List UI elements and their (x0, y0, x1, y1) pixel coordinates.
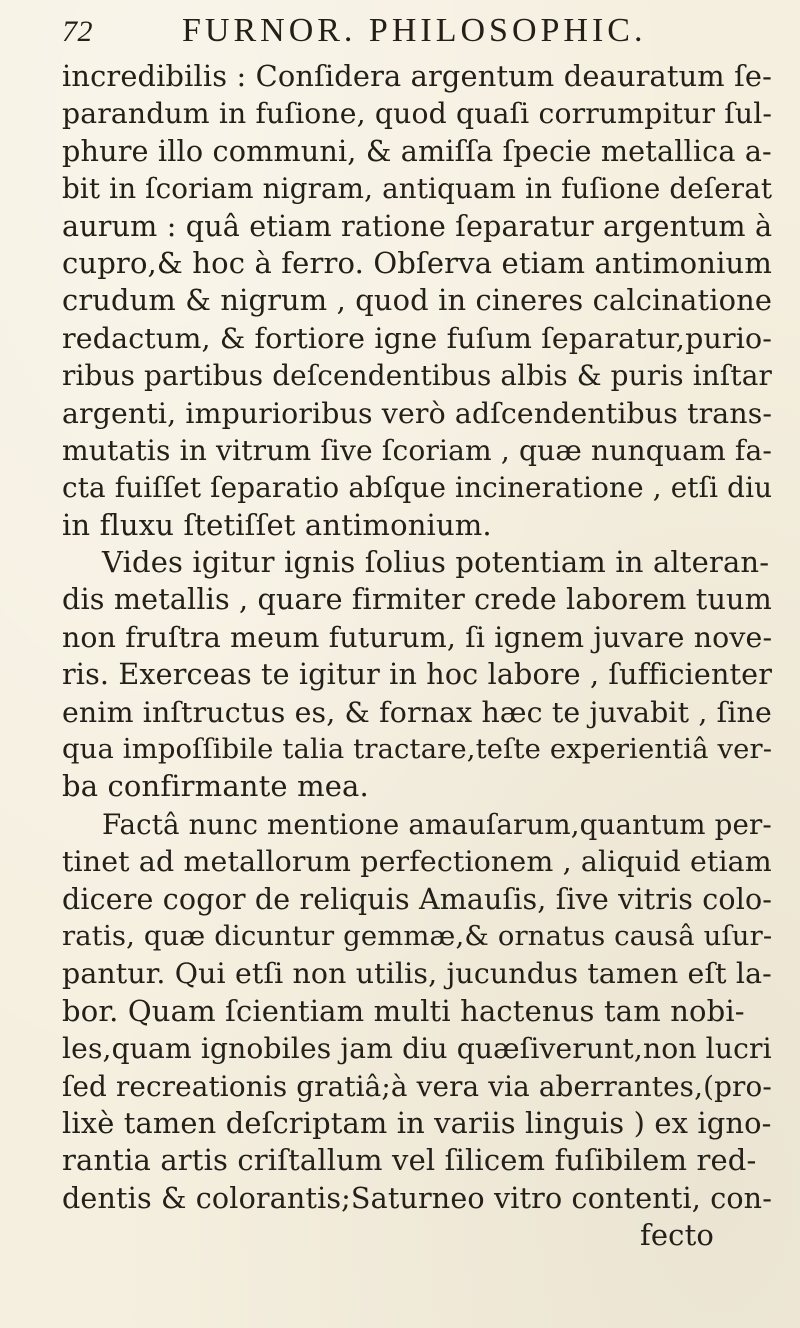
paragraph-start-line: Vides igitur ignis ſolius potentiam in alteran- (102, 545, 770, 580)
text-line: rantia artis criſtallum vel ſilicem fuſibilem red- (62, 1143, 757, 1178)
text-line: lixè tamen deſcriptam in variis linguis ) ex igno- (62, 1105, 772, 1140)
text-line: incredibilis : Conſidera argentum deauratum ſe- (62, 59, 773, 93)
text-line: dicere cogor de reliquis Amauſis, ſive vitris colo- (62, 882, 773, 916)
text-line: crudum & nigrum , quod in cineres calcinatione (62, 283, 773, 318)
text-line: ratis, quæ dicuntur gemmæ,& ornatus causâ uſur- (62, 920, 773, 952)
text-line: dis metallis , quare firmiter crede laborem tuum (62, 582, 772, 617)
text-line: cupro,& hoc à ferro. Obſerva etiam antimonium (62, 245, 772, 280)
text-line: ribus partibus deſcendentibus albis & puris inſtar (62, 359, 772, 393)
text-line: enim inſtructus es, & fornax hæc te juvabit , ſine (62, 695, 772, 729)
body-text (62, 58, 772, 1255)
text-line: phure illo communi, & amiſſa ſpecie metallica a- (62, 133, 772, 168)
text-line: non fruſtra meum futurum, ſi ignem juvare nove- (62, 620, 773, 654)
text-line: les,quam ignobiles jam diu quæſiverunt,non lucri (62, 1032, 772, 1066)
text-line: mutatis in vitrum ſive ſcoriam , quæ nunquam fa- (62, 433, 773, 467)
text-line: redactum, & fortiore igne fuſum ſeparatur,purio- (62, 321, 772, 355)
text-line: argenti, impurioribus verò adſcendentibus trans- (62, 396, 773, 430)
text-line: cta fuiſſet ſeparatio abſque incineratione , etſi diu (62, 471, 773, 505)
page-header (62, 12, 760, 54)
text-line: tinet ad metallorum perfectionem , aliquid etiam (62, 845, 772, 879)
paragraph-start-line: Factâ nunc mentione amauſarum,quantum per- (102, 807, 772, 841)
page-number: 72 (62, 15, 93, 48)
catchword: fecto (639, 1218, 714, 1253)
text-line: ba confirmante mea. (62, 769, 369, 804)
text-line: qua impoſſibile talia tractare,teſte experientiâ ver- (62, 734, 773, 766)
text-line: pantur. Qui etſi non utilis, jucundus tamen eſt la- (62, 957, 772, 991)
text-line: dentis & colorantis;Saturneo vitro contenti, con- (62, 1180, 773, 1215)
text-line: aurum : quâ etiam ratione ſeparatur argentum à (62, 208, 773, 243)
text-line: bor. Quam ſcientiam multi hactenus tam nobi- (62, 993, 745, 1028)
text-line: parandum in fuſione, quod quaſi corrumpitur ſul- (62, 97, 773, 131)
text-line: bit in ſcoriam nigram, antiquam in fuſione deſerat (62, 172, 773, 206)
text-line: ris. Exerceas te igitur in hoc labore , ſufficienter (62, 657, 773, 692)
running-head: FURNOR. PHILOSOPHIC. (182, 12, 647, 49)
text-line: in fluxu ſtetiſſet antimonium. (62, 507, 492, 542)
text-line: ſed recreationis gratiâ;à vera via aberrantes,(pro- (62, 1069, 772, 1103)
